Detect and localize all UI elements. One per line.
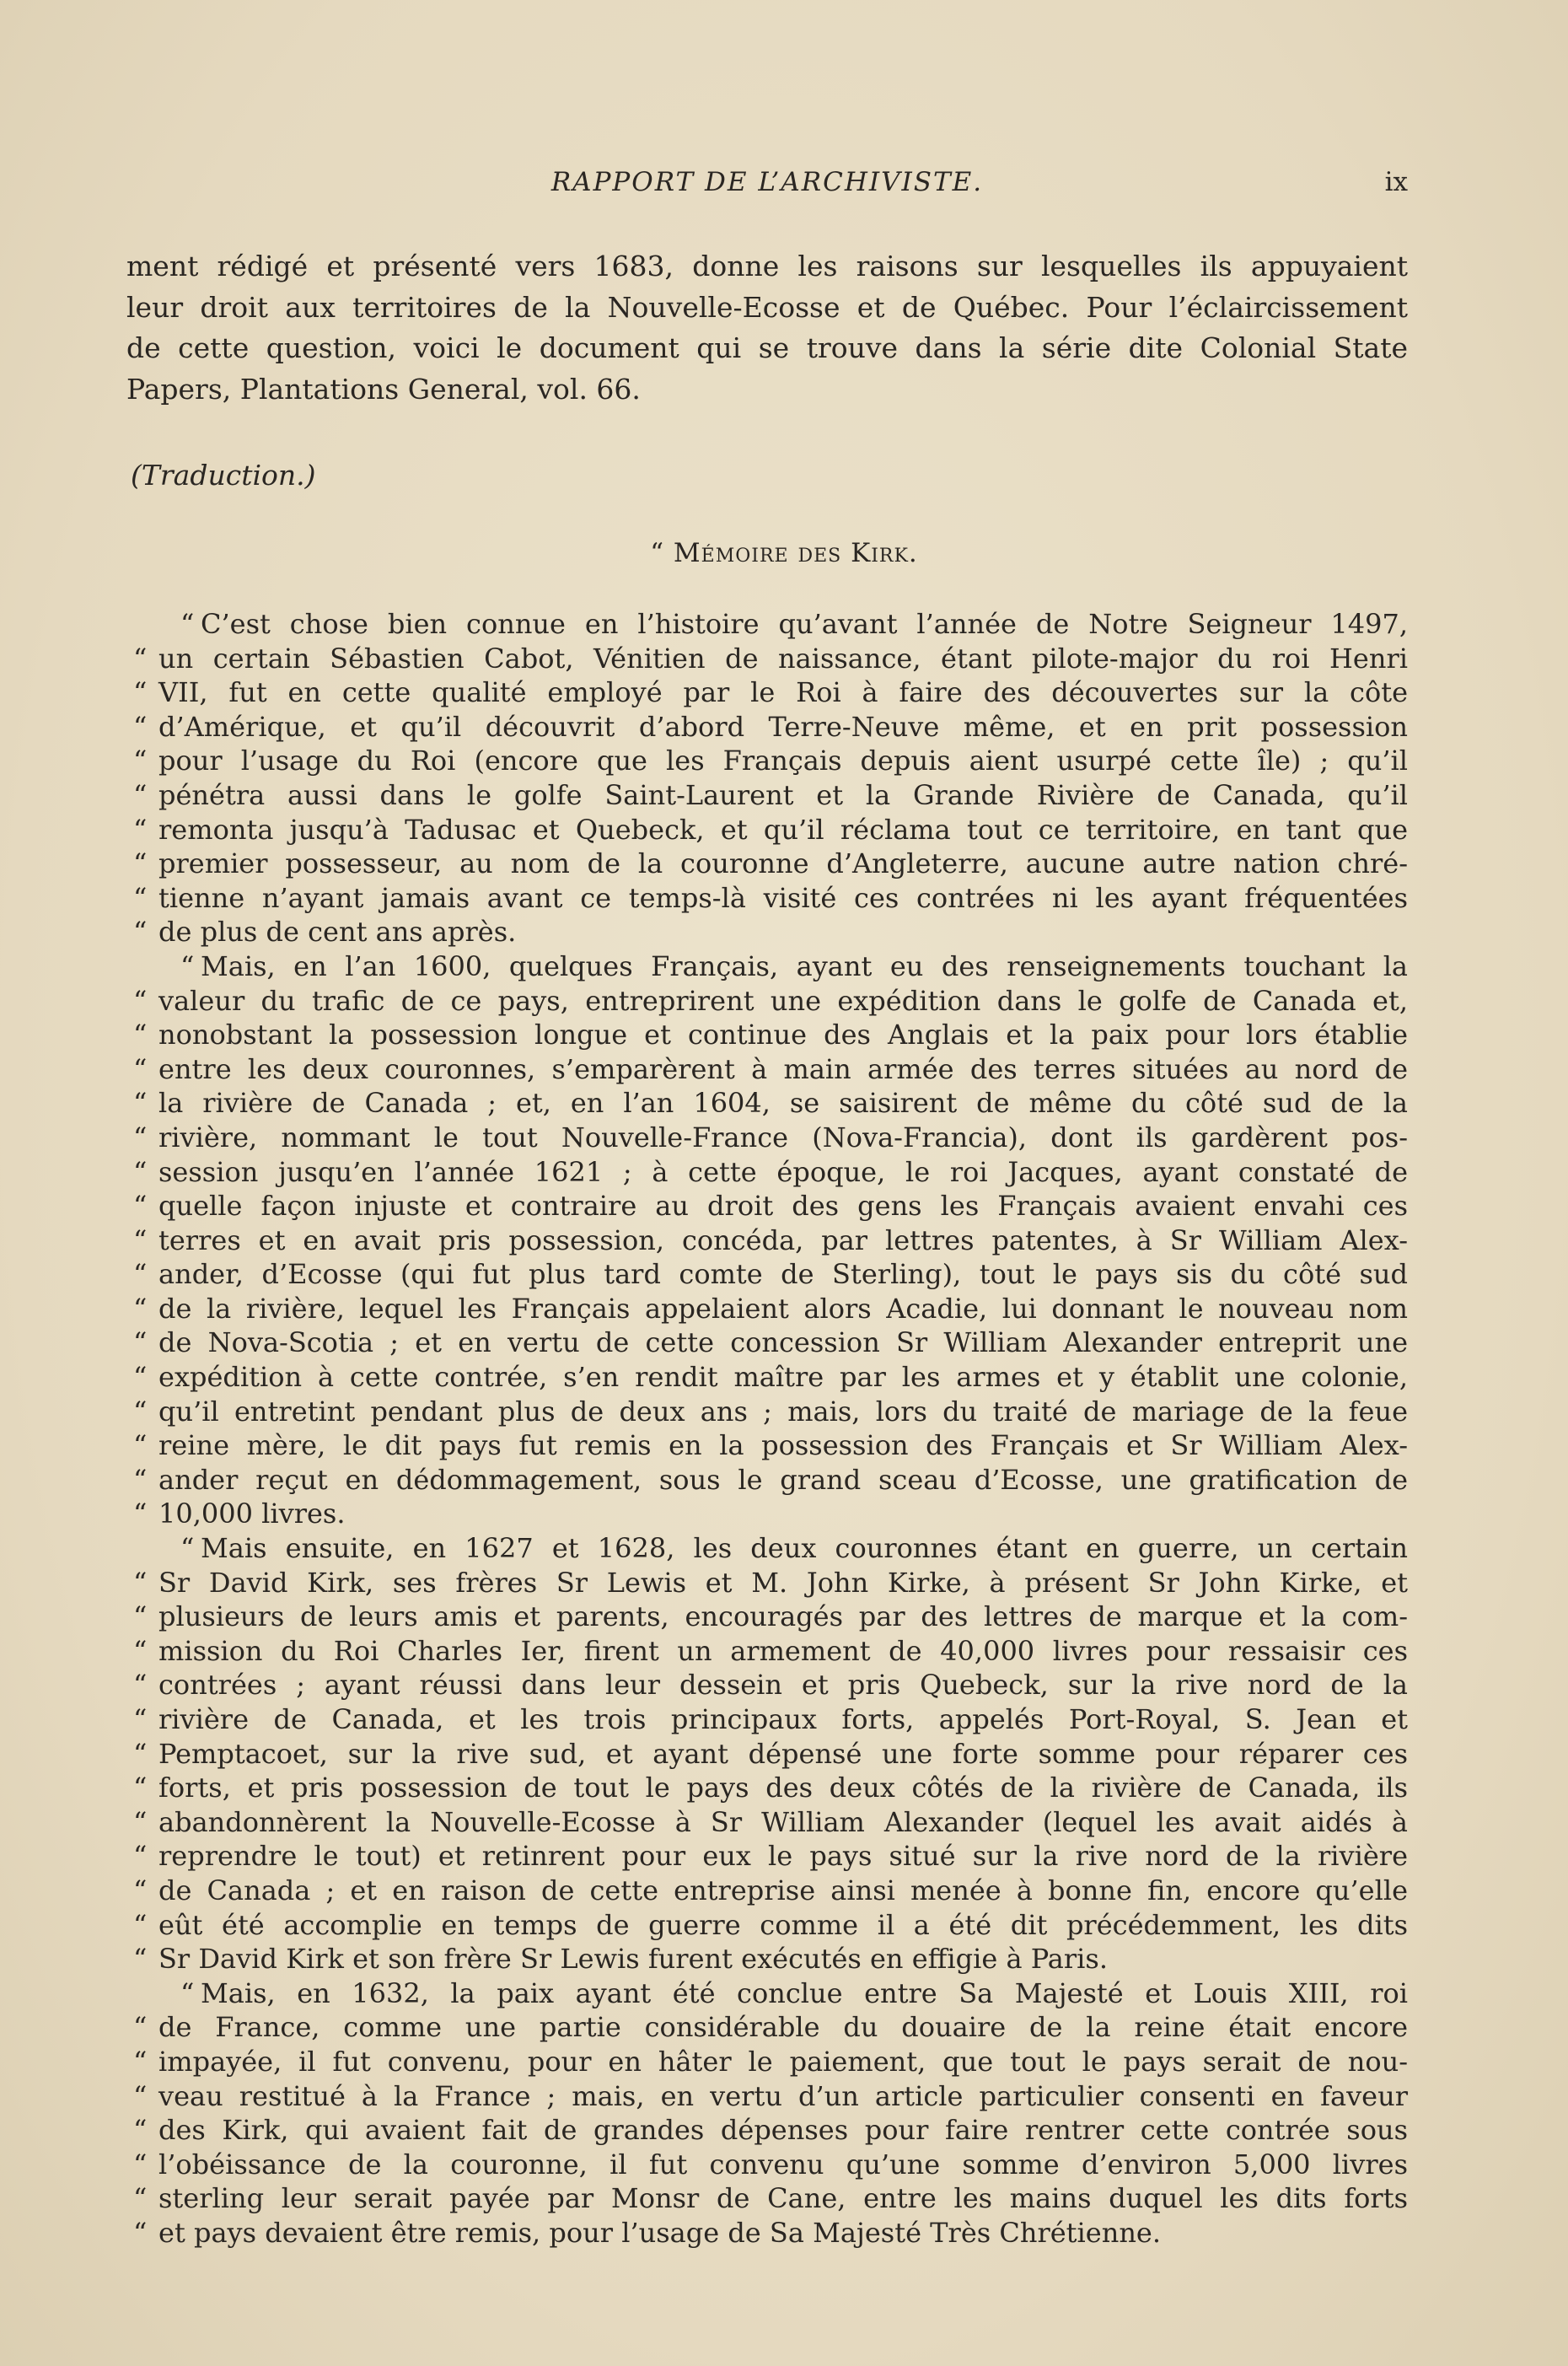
quote-line-text: entre les deux couronnes, s’emparèrent à main armée des terres situées au nord de xyxy=(158,1052,1408,1085)
quote-mark: “ xyxy=(133,1634,148,1667)
quote-mark: “ xyxy=(133,778,148,811)
quote-mark: “ xyxy=(133,2011,148,2044)
quote-mark: “ xyxy=(133,1326,148,1359)
quote-line xyxy=(133,2010,1408,2045)
memoire-title: “ Mémoire des Kirk. xyxy=(650,538,918,568)
quote-mark: “ xyxy=(180,1976,195,2009)
quote-mark: “ xyxy=(133,1463,148,1496)
quote-line-text: impayée, il fut convenu, pour en hâter le paiement, que tout le pays serait de nou- xyxy=(158,2045,1408,2078)
quote-mark: “ xyxy=(133,1087,148,1120)
quote-line xyxy=(133,1976,1408,2011)
quote-line xyxy=(133,1634,1408,1669)
quote-mark: “ xyxy=(133,1258,148,1291)
quote-mark: “ xyxy=(133,676,148,709)
quote-mark: “ xyxy=(133,1121,148,1153)
quote-mark: “ xyxy=(133,1874,148,1906)
quote-mark: “ xyxy=(133,642,148,675)
quote-line-text: sterling leur serait payée par Monsr de Cane, entre les mains duquel les dits forts xyxy=(158,2182,1408,2215)
page-number: ix xyxy=(1384,167,1408,197)
quote-line-text: C’est chose bien connue en l’histoire qu’avant l’année de Notre Seigneur 1497, xyxy=(201,608,1408,640)
quote-line-text: contrées ; ayant réussi dans leur dessein et pris Quebeck, sur la rive nord de la xyxy=(158,1669,1408,1702)
quote-mark: “ xyxy=(133,2079,148,2112)
quote-line-text: de Canada ; et en raison de cette entreprise ainsi menée à bonne fin, encore qu’elle xyxy=(158,1874,1408,1906)
quote-line-text: expédition à cette contrée, s’en rendit maître par les armes et y établit une colonie, xyxy=(158,1361,1408,1394)
quote-line-text: de France, comme une partie considérable du douaire de la reine était encore xyxy=(158,2011,1408,2044)
quote-line-text: rivière de Canada, et les trois principaux forts, appelés Port-Royal, S. Jean et xyxy=(158,1703,1408,1735)
intro-line: de cette question, voici le document qui se trouve dans la série dite Colonial State xyxy=(126,331,1408,364)
quote-line xyxy=(133,2079,1408,2114)
quote-line xyxy=(133,1737,1408,1772)
quote-mark: “ xyxy=(133,1019,148,1051)
quote-line xyxy=(133,1325,1408,1360)
quote-mark: “ xyxy=(133,1737,148,1770)
quote-line-text: ander reçut en dédommagement, sous le grand sceau d’Ecosse, une gratification de xyxy=(158,1463,1408,1496)
quote-line xyxy=(133,710,1408,745)
quote-line xyxy=(133,1018,1408,1052)
quote-line xyxy=(133,2216,1408,2250)
quote-line xyxy=(133,1566,1408,1600)
quote-line xyxy=(133,2113,1408,2148)
quote-mark: “ xyxy=(133,2045,148,2078)
quote-line-text: terres et en avait pris possession, concéda, par lettres patentes, à Sr William Alex- xyxy=(158,1223,1408,1256)
quote-line xyxy=(133,1771,1408,1805)
quote-line-text: Mais, en 1632, la paix ayant été conclue entre Sa Majesté et Louis XIII, roi xyxy=(201,1976,1408,2009)
quote-paragraph xyxy=(133,607,1408,949)
quote-line xyxy=(133,1531,1408,1566)
intro-paragraph xyxy=(126,246,1408,410)
quote-line-text: tienne n’ayant jamais avant ce temps-là visité ces contrées ni les ayant fréquentées xyxy=(158,881,1408,914)
quote-line xyxy=(133,1189,1408,1223)
quote-mark: “ xyxy=(133,916,148,949)
quote-line xyxy=(133,847,1408,881)
quote-line-text: rivière, nommant le tout Nouvelle-France (Nova-Francia), dont ils gardèrent pos- xyxy=(158,1121,1408,1153)
quote-line-text: plusieurs de leurs amis et parents, encouragés par des lettres de marque et la com- xyxy=(158,1600,1408,1633)
quote-line xyxy=(133,1052,1408,1087)
quote-line xyxy=(133,1360,1408,1395)
quote-mark: “ xyxy=(133,984,148,1017)
quote-line xyxy=(133,984,1408,1019)
quote-mark: “ xyxy=(133,1292,148,1325)
quote-line-text: et pays devaient être remis, pour l’usage de Sa Majesté Très Chrétienne. xyxy=(158,2216,1162,2249)
quote-line xyxy=(133,607,1408,642)
quote-line xyxy=(133,1908,1408,1943)
quote-line xyxy=(133,642,1408,676)
quote-line-text: 10,000 livres. xyxy=(158,1498,346,1530)
quote-line-text: des Kirk, qui avaient fait de grandes dépenses pour faire rentrer cette contrée sous xyxy=(158,2114,1408,2147)
quote-mark: “ xyxy=(180,949,195,982)
running-title: RAPPORT DE L’ARCHIVISTE. xyxy=(550,167,984,197)
quote-line xyxy=(133,813,1408,847)
quote-mark: “ xyxy=(133,1498,148,1530)
quote-line-text: quelle façon injuste et contraire au droit des gens les Français avaient envahi ces xyxy=(158,1190,1408,1223)
quote-line xyxy=(133,1155,1408,1190)
quote-line xyxy=(133,1497,1408,1531)
quote-mark: “ xyxy=(133,881,148,914)
quote-line xyxy=(133,1839,1408,1874)
quote-line-text: de la rivière, lequel les Français appelaient alors Acadie, lui donnant le nouveau nom xyxy=(158,1292,1408,1325)
quote-line-text: remonta jusqu’à Tadusac et Quebeck, et qu’il réclama tout ce territoire, en tant que xyxy=(158,813,1408,846)
quote-line xyxy=(133,1668,1408,1702)
quote-line xyxy=(133,881,1408,916)
quote-mark: “ xyxy=(133,1772,148,1804)
quote-line-text: VII, fut en cette qualité employé par le Roi à faire des découvertes sur la côte xyxy=(158,676,1408,709)
quote-paragraph xyxy=(133,949,1408,1531)
quote-mark: “ xyxy=(133,1052,148,1085)
quote-mark: “ xyxy=(133,1805,148,1838)
quote-mark: “ xyxy=(133,1395,148,1428)
quote-line-text: abandonnèrent la Nouvelle-Ecosse à Sr William Alexander (lequel les avait aidés à xyxy=(158,1805,1408,1838)
quote-line xyxy=(133,2045,1408,2079)
quote-line-text: Sr David Kirk, ses frères Sr Lewis et M. John Kirke, à présent Sr John Kirke, et xyxy=(158,1566,1408,1599)
quote-line xyxy=(133,744,1408,778)
quote-mark: “ xyxy=(133,710,148,743)
quote-paragraph xyxy=(133,1976,1408,2250)
quote-line xyxy=(133,1874,1408,1908)
quote-line-text: eût été accomplie en temps de guerre comme il a été dit précédemment, les dits xyxy=(158,1908,1408,1941)
quote-line-text: reprendre le tout) et retinrent pour eux le pays situé sur la rive nord de la rivière xyxy=(158,1840,1408,1873)
quote-mark: “ xyxy=(133,813,148,846)
page-header xyxy=(126,167,1408,209)
quote-line-text: pour l’usage du Roi (encore que les Français depuis aient usurpé cette île) ; qu’il xyxy=(158,745,1408,777)
quote-mark: “ xyxy=(133,1566,148,1599)
quote-line xyxy=(133,1428,1408,1463)
quote-line xyxy=(133,1223,1408,1258)
quote-mark: “ xyxy=(133,2182,148,2215)
quote-line xyxy=(133,1121,1408,1155)
quote-line xyxy=(133,1086,1408,1121)
quote-line-text: Mais ensuite, en 1627 et 1628, les deux couronnes étant en guerre, un certain xyxy=(201,1532,1408,1565)
quote-mark: “ xyxy=(180,608,195,640)
quote-mark: “ xyxy=(133,2114,148,2147)
quote-line-text: session jusqu’en l’année 1621 ; à cette époque, le roi Jacques, ayant constaté de xyxy=(158,1155,1408,1188)
quote-line xyxy=(133,949,1408,984)
quote-mark: “ xyxy=(133,1361,148,1394)
quote-mark: “ xyxy=(133,745,148,777)
quote-line-text: Pemptacoet, sur la rive sud, et ayant dépensé une forte somme pour réparer ces xyxy=(158,1737,1408,1770)
quote-mark: “ xyxy=(133,1223,148,1256)
quote-mark: “ xyxy=(133,1429,148,1462)
quote-line-text: de plus de cent ans après. xyxy=(158,916,517,949)
quote-line-text: ander, d’Ecosse (qui fut plus tard comte de Sterling), tout le pays sis du côté sud xyxy=(158,1258,1408,1291)
quote-line-text: forts, et pris possession de tout le pays des deux côtés de la rivière de Canada, ils xyxy=(158,1772,1408,1804)
quote-line-text: qu’il entretint pendant plus de deux ans ; mais, lors du traité de mariage de la feue xyxy=(158,1395,1408,1428)
quote-line-text: la rivière de Canada ; et, en l’an 1604, se saisirent de même du côté sud de la xyxy=(158,1087,1408,1120)
quote-line xyxy=(133,2181,1408,2216)
quote-mark: “ xyxy=(133,1703,148,1735)
quote-line xyxy=(133,778,1408,813)
quoted-memoire xyxy=(133,607,1408,2250)
quote-line-text: valeur du trafic de ce pays, entreprirent une expédition dans le golfe de Canada et, xyxy=(158,984,1408,1017)
quote-line-text: reine mère, le dit pays fut remis en la possession des Français et Sr William Alex- xyxy=(158,1429,1408,1462)
quote-mark: “ xyxy=(180,1532,195,1565)
quote-mark: “ xyxy=(133,1908,148,1941)
quote-line-text: un certain Sébastien Cabot, Vénitien de naissance, étant pilote-major du roi Henri xyxy=(158,642,1408,675)
quote-line-text: d’Amérique, et qu’il découvrit d’abord Terre-Neuve même, et en prit possession xyxy=(158,710,1408,743)
quote-line-text: mission du Roi Charles Ier, firent un armement de 40,000 livres pour ressaisir ces xyxy=(158,1634,1408,1667)
intro-line: Papers, Plantations General, vol. 66. xyxy=(126,372,641,406)
quote-mark: “ xyxy=(133,2216,148,2249)
quote-line-text: Sr David Kirk et son frère Sr Lewis furent exécutés en effigie à Paris. xyxy=(158,1943,1108,1976)
quote-line xyxy=(133,1600,1408,1634)
quote-line xyxy=(133,915,1408,949)
quote-mark: “ xyxy=(133,1669,148,1702)
quote-line-text: nonobstant la possession longue et continue des Anglais et la paix pour lors établie xyxy=(158,1019,1408,1051)
quote-line xyxy=(133,2148,1408,2182)
quote-mark: “ xyxy=(133,1600,148,1633)
quote-line xyxy=(133,1702,1408,1737)
quote-line-text: pénétra aussi dans le golfe Saint-Laurent et la Grande Rivière de Canada, qu’il xyxy=(158,778,1408,811)
quote-line-text: l’obéissance de la couronne, il fut convenu qu’une somme d’environ 5,000 livres xyxy=(158,2148,1408,2180)
quote-mark: “ xyxy=(133,1943,148,1976)
quote-line-text: Mais, en l’an 1600, quelques Français, ayant eu des renseignements touchant la xyxy=(201,949,1408,982)
intro-line: leur droit aux territoires de la Nouvelle-Ecosse et de Québec. Pour l’éclaircissement xyxy=(126,290,1408,324)
quote-mark: “ xyxy=(133,1190,148,1223)
quote-paragraph xyxy=(133,1531,1408,1976)
quote-line xyxy=(133,1805,1408,1840)
quote-line-text: premier possesseur, au nom de la couronne d’Angleterre, aucune autre nation chré- xyxy=(158,847,1408,880)
quote-line xyxy=(133,1942,1408,1976)
quote-line xyxy=(133,1257,1408,1292)
quote-mark: “ xyxy=(133,1840,148,1873)
quote-line-text: veau restitué à la France ; mais, en vertu d’un article particulier consenti en faveur xyxy=(158,2079,1408,2112)
quote-mark: “ xyxy=(133,1155,148,1188)
quote-line xyxy=(133,1463,1408,1498)
quote-mark: “ xyxy=(133,2148,148,2180)
quote-line-text: de Nova-Scotia ; et en vertu de cette concession Sr William Alexander entreprit une xyxy=(158,1326,1408,1359)
translation-caption: (Traduction.) xyxy=(131,459,316,492)
intro-line: ment rédigé et présenté vers 1683, donne les raisons sur lesquelles ils appuyaient xyxy=(126,250,1408,282)
quote-line xyxy=(133,1395,1408,1429)
quote-mark: “ xyxy=(133,847,148,880)
quote-line xyxy=(133,1292,1408,1326)
quote-line xyxy=(133,675,1408,710)
